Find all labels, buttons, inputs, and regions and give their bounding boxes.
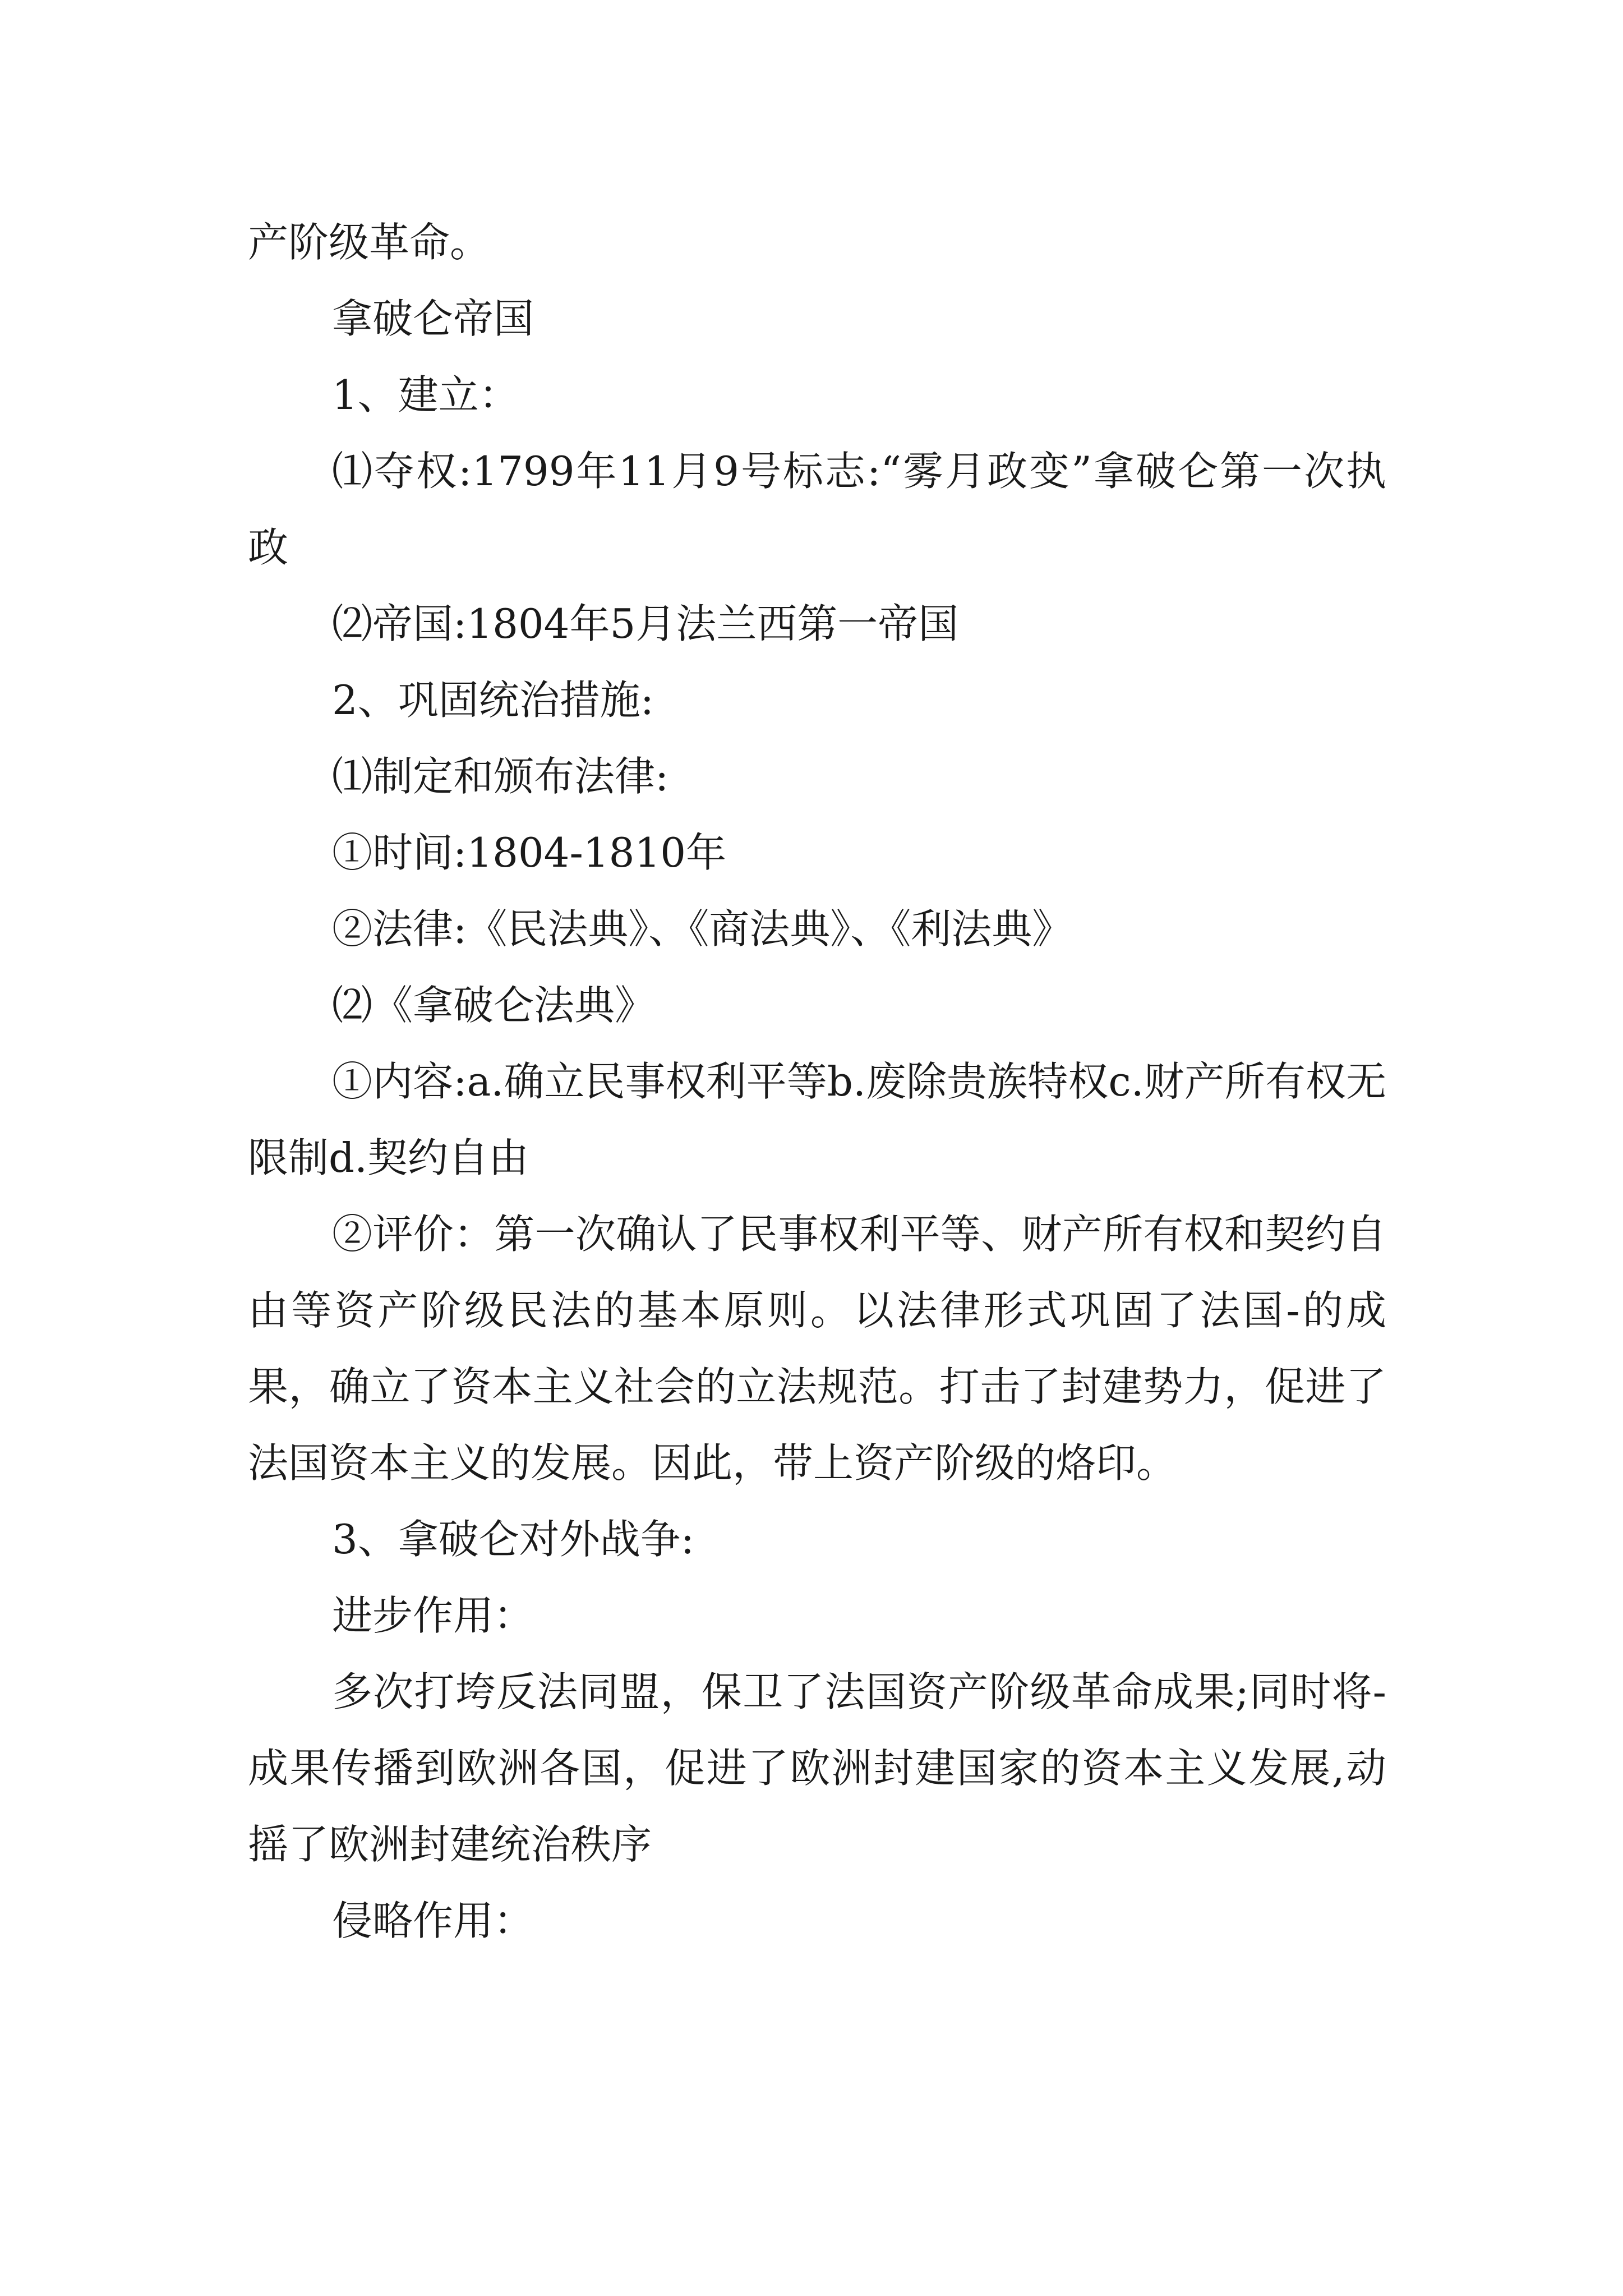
paragraph-empire: ⑵帝国:1804年5月法兰西第一帝国 [332, 600, 959, 647]
subheading-foreign-wars: 3、拿破仑对外战争: [332, 1516, 695, 1563]
subheading-establishment: 1、建立： [332, 371, 519, 418]
paragraph-time: ①时间:1804-1810年 [332, 829, 727, 876]
paragraph-seize-power: ⑴夺权:1799年11月9号标志:“雾月政变”拿破仑第一次执政 [248, 448, 1386, 571]
paragraph-progressive-role-heading: 进步作用： [332, 1592, 534, 1639]
subheading-consolidation: 2、巩固统治措施: [332, 677, 654, 724]
paragraph-evaluation: ②评价：第一次确认了民事权利平等、财产所有权和契约自由等资产阶级民法的基本原则。以法律形式巩固了法国-的成果，确立了资本主义社会的立法规范。打击了封建势力，促进了法国资本主义的发展。因此，带上资产阶级的烙印。 [248, 1211, 1386, 1487]
document-body [248, 204, 1386, 1959]
paragraph-continuation: 产阶级革命。 [248, 219, 491, 266]
paragraph-progressive-role: 多次打垮反法同盟，保卫了法国资产阶级革命成果;同时将-成果传播到欧洲各国，促进了欧洲封建国家的资本主义发展,动摇了欧洲封建统治秩序 [248, 1668, 1386, 1868]
paragraph-content: ①内容:a.确立民事权利平等b.废除贵族特权c.财产所有权无限制d.契约自由 [248, 1058, 1386, 1181]
section-heading-napoleon-empire: 拿破仑帝国 [332, 295, 534, 342]
paragraph-aggressive-role-heading: 侵略作用： [332, 1897, 534, 1944]
paragraph-napoleonic-code: ⑵《拿破仑法典》 [332, 982, 656, 1029]
paragraph-laws: ②法律:《民法典》、《商法典》、《利法典》 [332, 905, 1073, 953]
paragraph-enact-laws: ⑴制定和颁布法律: [332, 753, 669, 800]
